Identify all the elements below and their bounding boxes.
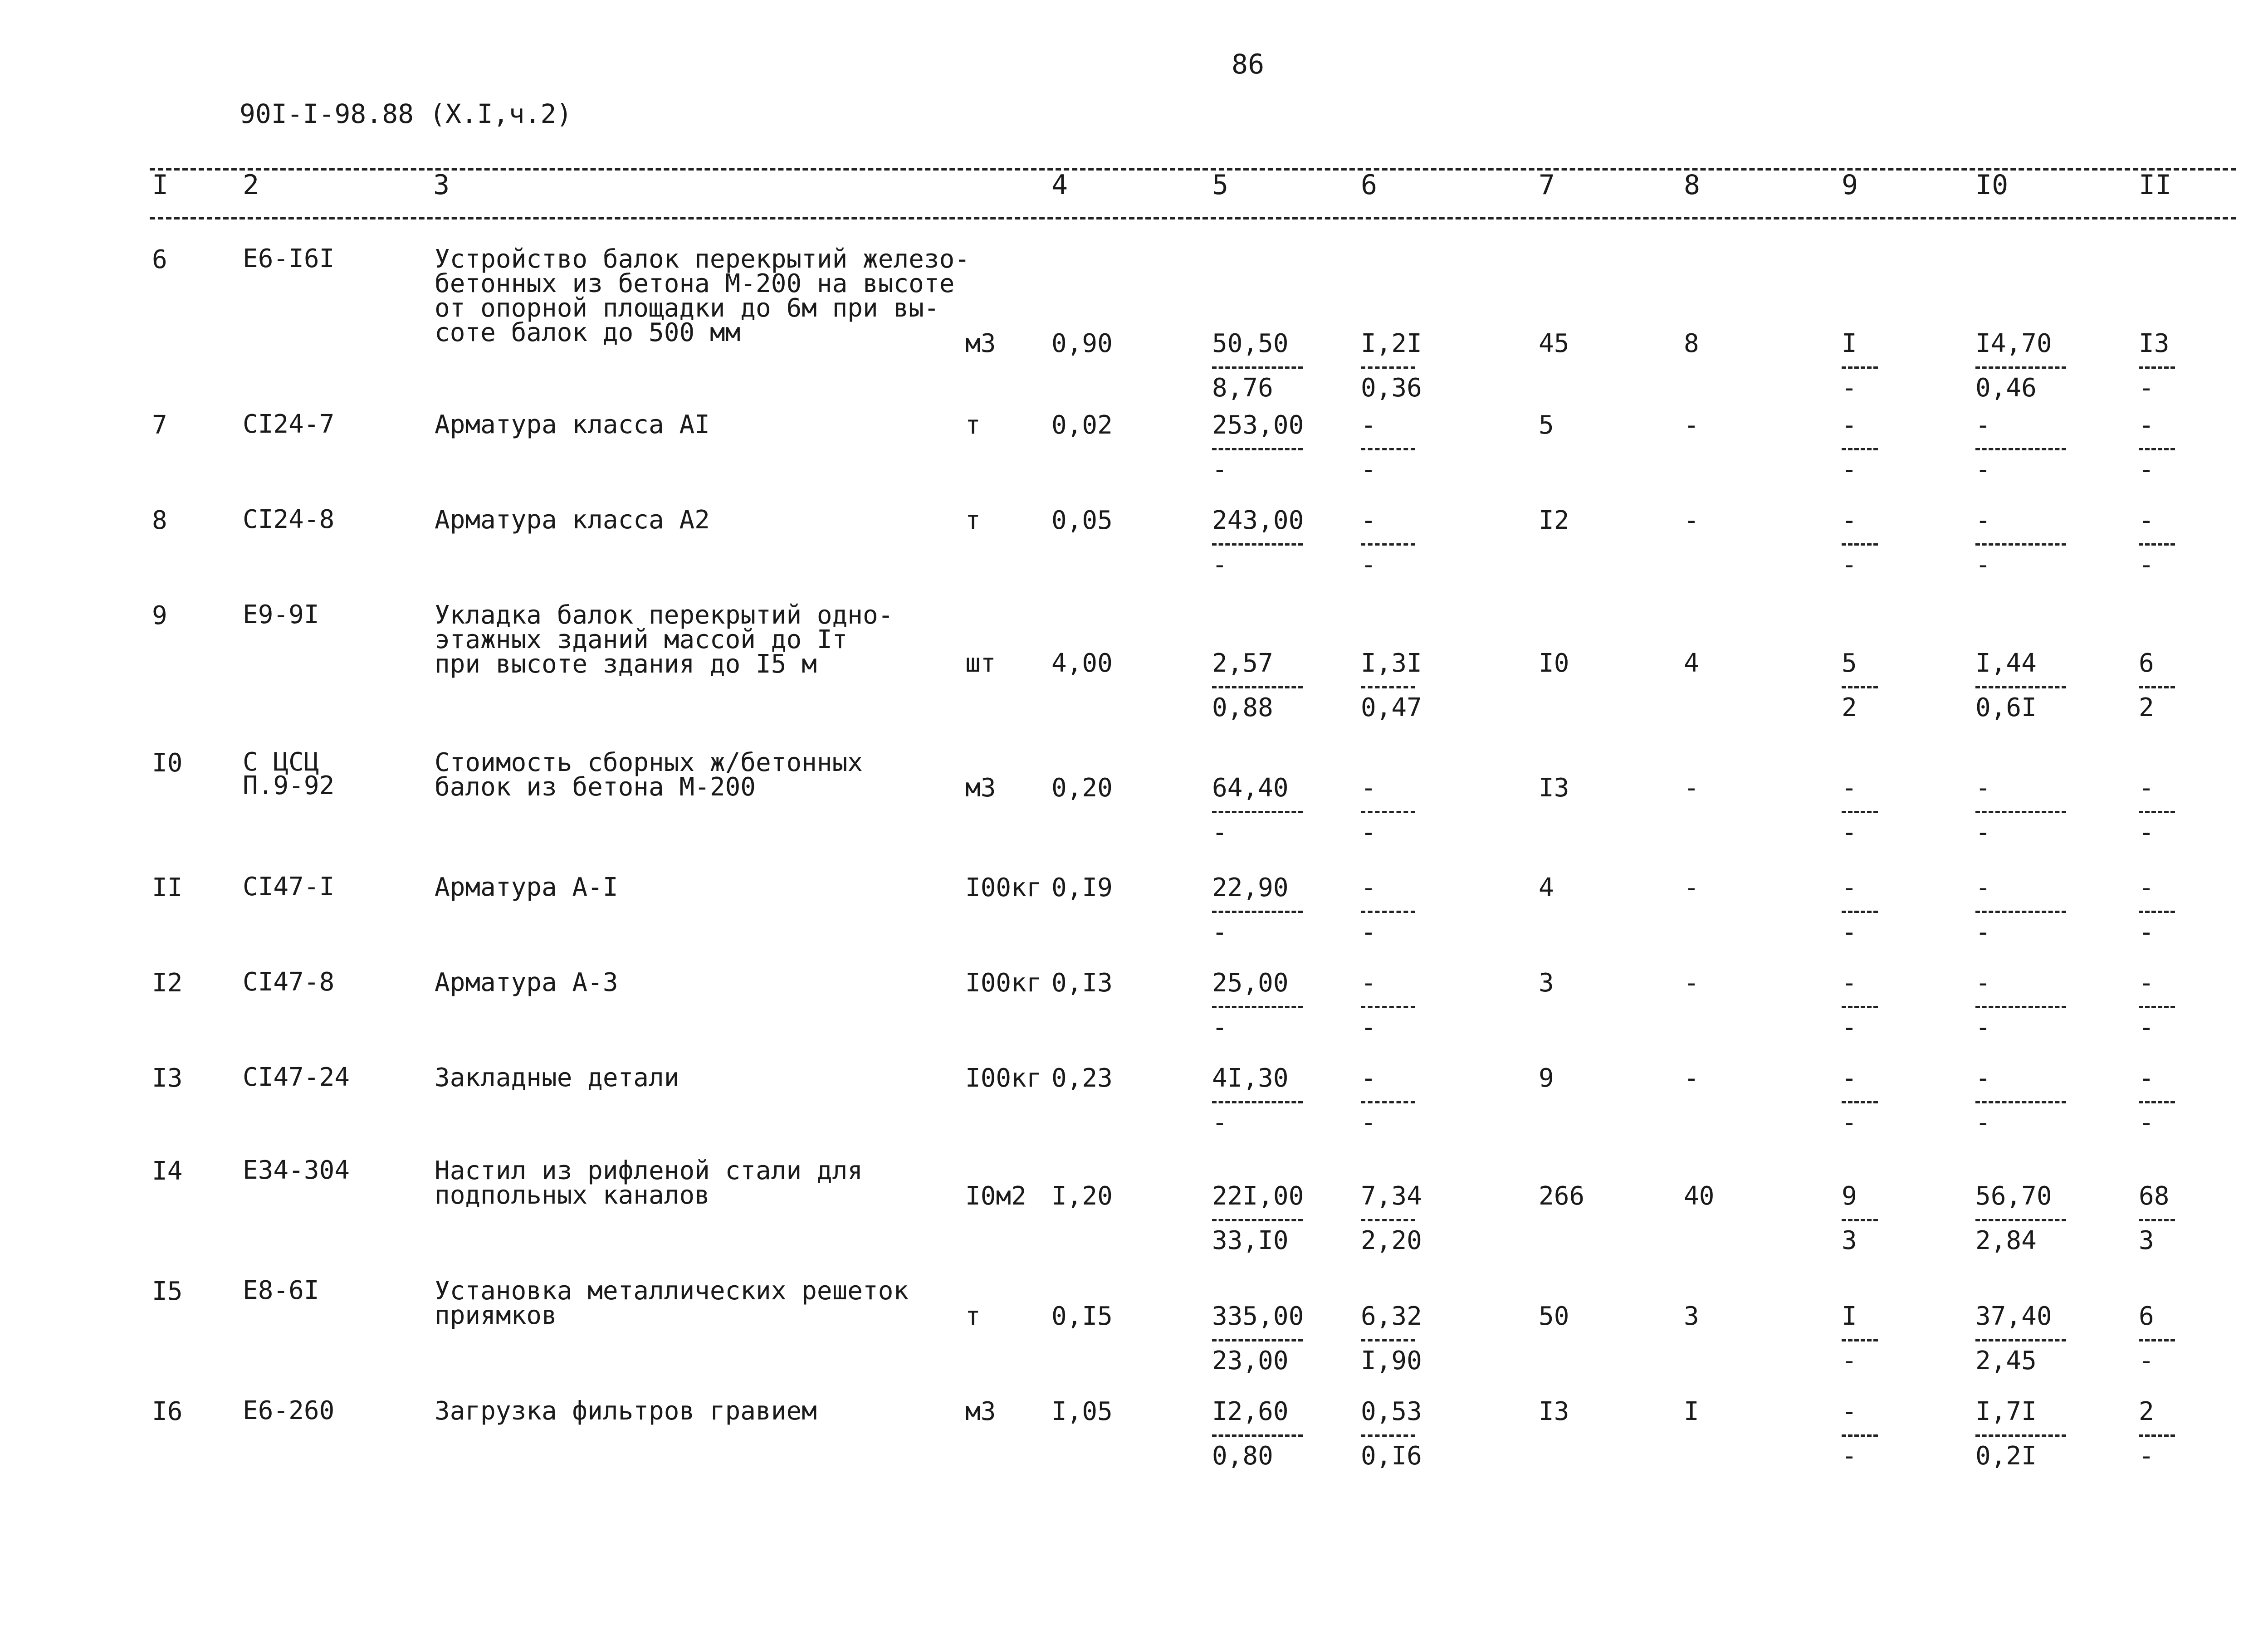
fraction-denominator: - <box>1212 550 1227 580</box>
price-code: E9-9I <box>243 600 319 629</box>
fraction-bar <box>1212 811 1303 813</box>
col-header-9: 9 <box>1842 169 1858 201</box>
work-description: Закладные детали <box>435 1063 679 1093</box>
fraction-denominator: - <box>1361 1108 1376 1137</box>
fraction-denominator: - <box>1212 1108 1227 1137</box>
fraction-bar <box>1361 366 1415 369</box>
col-header-7: 7 <box>1539 169 1555 201</box>
col-7-value: 9 <box>1539 1063 1554 1093</box>
fraction-denominator: - <box>2139 1013 2154 1042</box>
col-8-value: - <box>1684 506 1699 535</box>
fraction-denominator: 8,76 <box>1212 373 1273 403</box>
fraction-bar <box>1212 543 1303 546</box>
fraction-denominator: - <box>1361 917 1376 947</box>
fraction-denominator: - <box>1842 917 1857 947</box>
price-code: E8-6I <box>243 1276 319 1305</box>
col-8-value: 40 <box>1684 1181 1715 1211</box>
price-code: E34-304 <box>243 1156 350 1185</box>
fraction-denominator: 2 <box>2139 693 2154 722</box>
fraction-bar <box>2139 448 2175 450</box>
fraction-denominator: - <box>1975 1108 1991 1137</box>
fraction-bar <box>1361 686 1415 688</box>
col-7-value: I3 <box>1539 773 1569 803</box>
fraction-numerator: 25,00 <box>1212 968 1289 998</box>
fraction-numerator: I3 <box>2139 329 2170 358</box>
price-code: CI24-7 <box>243 410 335 439</box>
fraction-numerator: I2,60 <box>1212 1397 1289 1426</box>
fraction-numerator: - <box>2139 873 2154 902</box>
fraction-bar <box>2139 1101 2175 1103</box>
work-description: Установка металлических решеток приямков <box>435 1276 909 1330</box>
table-row <box>0 244 2268 403</box>
col-header-1: I <box>152 169 169 201</box>
fraction-bar <box>2139 686 2175 688</box>
fraction-bar <box>1842 686 1878 688</box>
fraction-bar <box>1975 1006 2066 1008</box>
fraction-denominator: - <box>1361 550 1376 580</box>
fraction-numerator: 253,00 <box>1212 410 1304 440</box>
fraction-denominator: - <box>2139 1441 2154 1471</box>
fraction-bar <box>1842 1339 1878 1341</box>
price-code: С ЦСЦ П.9-92 <box>243 747 335 800</box>
row-number: 7 <box>152 410 167 440</box>
fraction-numerator: - <box>2139 773 2154 803</box>
fraction-numerator: 64,40 <box>1212 773 1289 803</box>
fraction-denominator: - <box>2139 1108 2154 1137</box>
fraction-denominator: - <box>1975 1013 1991 1042</box>
fraction-denominator: 2,84 <box>1975 1226 2037 1255</box>
fraction-denominator: - <box>1842 1346 1857 1375</box>
fraction-denominator: 0,47 <box>1361 693 1422 722</box>
row-number: 6 <box>152 245 167 274</box>
fraction-numerator: 335,00 <box>1212 1302 1304 1331</box>
fraction-denominator: - <box>1842 373 1857 403</box>
fraction-denominator: 2,20 <box>1361 1226 1422 1255</box>
fraction-denominator: - <box>2139 1346 2154 1375</box>
fraction-denominator: - <box>2139 550 2154 580</box>
fraction-bar <box>1212 1434 1303 1437</box>
fraction-numerator: - <box>1361 773 1376 803</box>
fraction-numerator: 2,57 <box>1212 649 1273 678</box>
fraction-denominator: 2 <box>1842 693 1857 722</box>
fraction-bar <box>1361 911 1415 913</box>
col-header-10: I0 <box>1975 169 2009 201</box>
fraction-bar <box>1975 686 2066 688</box>
fraction-denominator: I,90 <box>1361 1346 1422 1375</box>
fraction-numerator: - <box>1842 1397 1857 1426</box>
fraction-denominator: - <box>1361 818 1376 847</box>
fraction-bar <box>2139 366 2175 369</box>
row-number: I4 <box>152 1156 183 1186</box>
fraction-numerator: 68 <box>2139 1181 2170 1211</box>
quantity: I,20 <box>1051 1181 1113 1211</box>
fraction-numerator: - <box>2139 1063 2154 1093</box>
fraction-numerator: - <box>2139 506 2154 535</box>
fraction-numerator: 6,32 <box>1361 1302 1422 1331</box>
col-7-value: 5 <box>1539 410 1554 440</box>
fraction-denominator: - <box>2139 455 2154 484</box>
fraction-denominator: 0,2I <box>1975 1441 2037 1471</box>
fraction-denominator: - <box>2139 373 2154 403</box>
row-number: II <box>152 873 183 902</box>
fraction-bar <box>2139 1339 2175 1341</box>
row-number: I5 <box>152 1277 183 1306</box>
fraction-numerator: - <box>1975 968 1991 998</box>
fraction-numerator: I,7I <box>1975 1397 2037 1426</box>
work-description: Арматура класса A2 <box>435 505 710 535</box>
fraction-numerator: 243,00 <box>1212 506 1304 535</box>
fraction-denominator: 0,88 <box>1212 693 1273 722</box>
col-8-value: 3 <box>1684 1302 1699 1331</box>
work-description: Арматура А-I <box>435 873 618 902</box>
fraction-numerator: I <box>1842 1302 1857 1331</box>
col-header-3: 3 <box>433 169 450 201</box>
fraction-denominator: - <box>1361 455 1376 484</box>
fraction-denominator: 0,80 <box>1212 1441 1273 1471</box>
fraction-bar <box>1212 1219 1303 1221</box>
row-number: I6 <box>152 1397 183 1426</box>
col-header-6: 6 <box>1361 169 1378 201</box>
fraction-numerator: - <box>1842 410 1857 440</box>
fraction-bar <box>1975 1434 2066 1437</box>
col-8-value: - <box>1684 773 1699 803</box>
col-8-value: I <box>1684 1397 1699 1426</box>
quantity: 0,I9 <box>1051 873 1113 902</box>
price-code: E6-260 <box>243 1396 335 1425</box>
work-description: Арматура А-3 <box>435 968 618 997</box>
fraction-denominator: - <box>1975 550 1991 580</box>
fraction-bar <box>1842 1101 1878 1103</box>
fraction-numerator: - <box>1842 773 1857 803</box>
work-description: Стоимость сборных ж/бетонных балок из бетона М-200 <box>435 748 863 802</box>
fraction-denominator: - <box>1212 1013 1227 1042</box>
quantity: 0,20 <box>1051 773 1113 803</box>
unit: м3 <box>965 329 996 358</box>
fraction-denominator: - <box>1975 455 1991 484</box>
row-number: I0 <box>152 748 183 778</box>
work-description: Арматура класса AI <box>435 410 710 439</box>
fraction-bar <box>1212 686 1303 688</box>
fraction-denominator: 3 <box>1842 1226 1857 1255</box>
row-number: 9 <box>152 601 167 630</box>
col-7-value: 45 <box>1539 329 1569 358</box>
work-description: Укладка балок перекрытий одно- этажных зданий массой до Iт при высоте здания до I5 м <box>435 600 894 679</box>
fraction-bar <box>1842 366 1878 369</box>
fraction-denominator: - <box>2139 818 2154 847</box>
fraction-denominator: 0,6I <box>1975 693 2037 722</box>
fraction-bar <box>1842 811 1878 813</box>
work-description: Загрузка фильтров гравием <box>435 1396 817 1426</box>
table-row <box>0 1396 2268 1471</box>
price-code: CI47-I <box>243 872 335 902</box>
unit: I0м2 <box>965 1181 1026 1211</box>
col-7-value: 4 <box>1539 873 1554 902</box>
fraction-bar <box>1842 1006 1878 1008</box>
fraction-bar <box>1361 811 1415 813</box>
col-8-value: 4 <box>1684 649 1699 678</box>
quantity: 0,02 <box>1051 410 1113 440</box>
quantity: I,05 <box>1051 1397 1113 1426</box>
fraction-numerator: - <box>1842 873 1857 902</box>
unit: шт <box>965 649 996 678</box>
fraction-denominator: 3 <box>2139 1226 2154 1255</box>
fraction-bar <box>1975 1101 2066 1103</box>
fraction-numerator: I,2I <box>1361 329 1422 358</box>
fraction-numerator: - <box>2139 410 2154 440</box>
price-code: E6-I6I <box>243 244 335 273</box>
quantity: 0,90 <box>1051 329 1113 358</box>
fraction-numerator: 0,53 <box>1361 1397 1422 1426</box>
fraction-numerator: - <box>1361 506 1376 535</box>
fraction-bar <box>1212 911 1303 913</box>
fraction-numerator: - <box>1842 1063 1857 1093</box>
fraction-denominator: 33,I0 <box>1212 1226 1289 1255</box>
fraction-bar <box>1842 1434 1878 1437</box>
fraction-bar <box>1361 448 1415 450</box>
col-8-value: - <box>1684 968 1699 998</box>
fraction-bar <box>1975 1219 2066 1221</box>
fraction-bar <box>1361 1006 1415 1008</box>
fraction-bar <box>1842 448 1878 450</box>
table-row <box>0 600 2268 722</box>
fraction-bar <box>1975 911 2066 913</box>
col-8-value: 8 <box>1684 329 1699 358</box>
fraction-bar <box>1212 1101 1303 1103</box>
fraction-denominator: - <box>1842 1013 1857 1042</box>
fraction-numerator: 5 <box>1842 649 1857 678</box>
fraction-denominator: - <box>1975 917 1991 947</box>
col-7-value: 3 <box>1539 968 1554 998</box>
fraction-bar <box>1212 366 1303 369</box>
col-7-value: 266 <box>1539 1181 1585 1211</box>
price-code: CI47-24 <box>243 1063 350 1092</box>
fraction-numerator: 7,34 <box>1361 1181 1422 1211</box>
fraction-numerator: I4,70 <box>1975 329 2052 358</box>
fraction-bar <box>2139 1434 2175 1437</box>
fraction-numerator: - <box>1975 410 1991 440</box>
quantity: 0,23 <box>1051 1063 1113 1093</box>
unit: м3 <box>965 773 996 803</box>
fraction-bar <box>1975 366 2066 369</box>
unit: т <box>965 410 981 440</box>
unit: I00кг <box>965 968 1042 998</box>
fraction-bar <box>1842 911 1878 913</box>
unit: т <box>965 506 981 535</box>
fraction-numerator: I,3I <box>1361 649 1422 678</box>
quantity: 0,I5 <box>1051 1302 1113 1331</box>
row-number: 8 <box>152 506 167 535</box>
fraction-bar <box>1842 543 1878 546</box>
fraction-bar <box>1361 543 1415 546</box>
fraction-numerator: 2 <box>2139 1397 2154 1426</box>
col-header-2: 2 <box>243 169 259 201</box>
fraction-denominator: 2,45 <box>1975 1346 2037 1375</box>
col-7-value: 50 <box>1539 1302 1569 1331</box>
fraction-bar <box>2139 811 2175 813</box>
col-8-value: - <box>1684 873 1699 902</box>
fraction-numerator: - <box>1975 873 1991 902</box>
fraction-denominator: - <box>1212 917 1227 947</box>
quantity: 0,05 <box>1051 506 1113 535</box>
row-number: I3 <box>152 1063 183 1093</box>
fraction-denominator: - <box>1212 818 1227 847</box>
fraction-bar <box>1361 1339 1415 1341</box>
fraction-denominator: 0,46 <box>1975 373 2037 403</box>
fraction-numerator: 22,90 <box>1212 873 1289 902</box>
fraction-denominator: - <box>1842 550 1857 580</box>
col-7-value: I0 <box>1539 649 1569 678</box>
col-7-value: I3 <box>1539 1397 1569 1426</box>
col-header-8: 8 <box>1684 169 1701 201</box>
header-bottom-rule <box>150 217 2236 219</box>
fraction-numerator: - <box>1361 1063 1376 1093</box>
col-7-value: I2 <box>1539 506 1569 535</box>
fraction-bar <box>1212 1339 1303 1341</box>
fraction-bar <box>1212 448 1303 450</box>
fraction-bar <box>2139 1219 2175 1221</box>
fraction-bar <box>2139 911 2175 913</box>
fraction-numerator: 37,40 <box>1975 1302 2052 1331</box>
fraction-numerator: 50,50 <box>1212 329 1289 358</box>
fraction-numerator: I,44 <box>1975 649 2037 678</box>
fraction-numerator: I <box>1842 329 1857 358</box>
unit: I00кг <box>965 873 1042 902</box>
fraction-bar <box>1842 1219 1878 1221</box>
document-code: 90I-I-98.88 (X.I,ч.2) <box>240 98 572 129</box>
fraction-denominator: 0,36 <box>1361 373 1422 403</box>
page-number: 86 <box>1232 49 1265 80</box>
fraction-bar <box>1361 1434 1415 1437</box>
fraction-bar <box>2139 543 2175 546</box>
fraction-bar <box>1975 448 2066 450</box>
fraction-numerator: - <box>1842 506 1857 535</box>
fraction-bar <box>2139 1006 2175 1008</box>
fraction-denominator: - <box>1842 818 1857 847</box>
fraction-denominator: - <box>1975 818 1991 847</box>
col-header-4: 4 <box>1051 169 1068 201</box>
fraction-numerator: 4I,30 <box>1212 1063 1289 1093</box>
fraction-numerator: - <box>1975 506 1991 535</box>
quantity: 4,00 <box>1051 649 1113 678</box>
fraction-numerator: 6 <box>2139 1302 2154 1331</box>
price-code: CI24-8 <box>243 505 335 534</box>
fraction-numerator: 6 <box>2139 649 2154 678</box>
fraction-denominator: - <box>1842 455 1857 484</box>
fraction-numerator: 56,70 <box>1975 1181 2052 1211</box>
fraction-denominator: - <box>1842 1108 1857 1137</box>
fraction-numerator: 9 <box>1842 1181 1857 1211</box>
fraction-numerator: - <box>1975 1063 1991 1093</box>
table-row <box>0 872 2268 947</box>
work-description: Настил из рифленой стали для подпольных каналов <box>435 1156 863 1210</box>
fraction-bar <box>1361 1219 1415 1221</box>
fraction-bar <box>1975 811 2066 813</box>
fraction-denominator: 0,I6 <box>1361 1441 1422 1471</box>
fraction-bar <box>1212 1006 1303 1008</box>
fraction-numerator: - <box>1842 968 1857 998</box>
unit: м3 <box>965 1397 996 1426</box>
work-description: Устройство балок перекрытий железо- бетонных из бетона М-200 на высоте от опорной площадки до 6м при вы- соте балок до 500 мм <box>435 244 970 347</box>
fraction-bar <box>1361 1101 1415 1103</box>
header-top-rule <box>150 168 2236 171</box>
fraction-numerator: 22I,00 <box>1212 1181 1304 1211</box>
fraction-bar <box>1975 543 2066 546</box>
fraction-denominator: - <box>1842 1441 1857 1471</box>
fraction-bar <box>1975 1339 2066 1341</box>
fraction-numerator: - <box>1361 968 1376 998</box>
col-8-value: - <box>1684 410 1699 440</box>
fraction-denominator: - <box>2139 917 2154 947</box>
price-code: CI47-8 <box>243 967 335 997</box>
fraction-numerator: - <box>1975 773 1991 803</box>
fraction-numerator: - <box>2139 968 2154 998</box>
fraction-denominator: - <box>1361 1013 1376 1042</box>
fraction-numerator: - <box>1361 873 1376 902</box>
fraction-numerator: - <box>1361 410 1376 440</box>
row-number: I2 <box>152 968 183 998</box>
unit: I00кг <box>965 1063 1042 1093</box>
fraction-denominator: - <box>1212 455 1227 484</box>
col-header-5: 5 <box>1212 169 1229 201</box>
col-8-value: - <box>1684 1063 1699 1093</box>
quantity: 0,I3 <box>1051 968 1113 998</box>
fraction-denominator: 23,00 <box>1212 1346 1289 1375</box>
col-header-11: II <box>2139 169 2172 201</box>
unit: т <box>965 1302 981 1331</box>
